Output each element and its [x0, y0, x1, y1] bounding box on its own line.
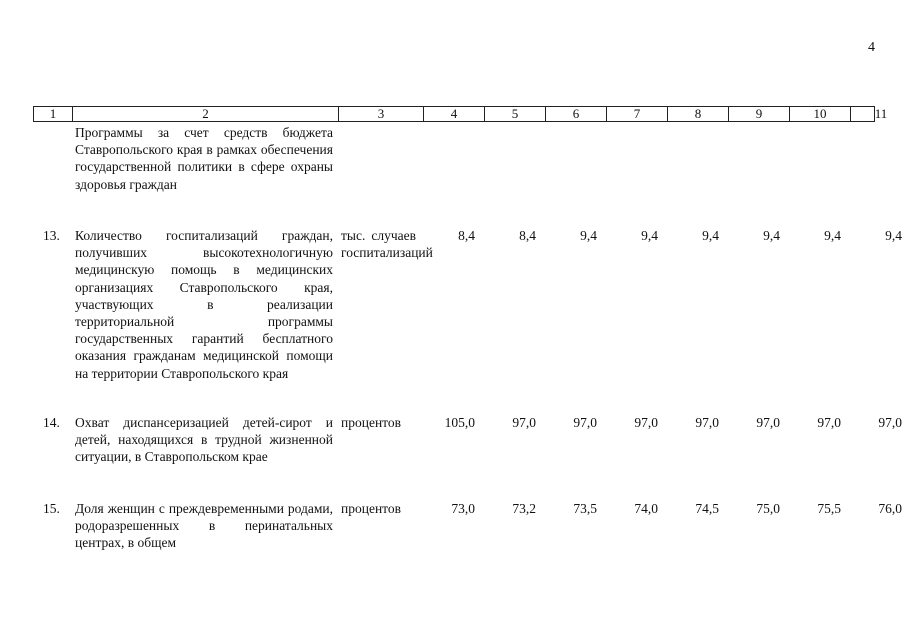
row-value: 76,0 [878, 501, 902, 516]
row-value: 97,0 [878, 415, 902, 430]
row-value: 8,4 [519, 228, 536, 243]
row-value: 73,0 [451, 501, 475, 516]
row-value: 74,5 [695, 501, 719, 516]
header-cell-col-2: 2 [72, 107, 338, 121]
row-unit: тыс. случаев госпитализаций [341, 228, 433, 261]
header-cell-col-7: 7 [606, 107, 667, 121]
table-header-row [33, 106, 888, 122]
header-cell-col-11: 11 [850, 107, 911, 121]
row-value: 9,4 [763, 228, 780, 243]
header-cell-col-9: 9 [728, 107, 789, 121]
header-cell-col-4: 4 [423, 107, 484, 121]
continuation-text: Программы за счет средств бюджета Ставропольского края в рамках обеспечения государственной политики в сфере охраны здоровья граждан [75, 125, 333, 192]
page-number: 4 [868, 40, 875, 55]
row-value: 9,4 [641, 228, 658, 243]
row-value: 73,2 [512, 501, 536, 516]
row-value: 75,5 [817, 501, 841, 516]
table-row [33, 414, 902, 466]
row-value: 9,4 [885, 228, 902, 243]
row-description: Количество госпитализаций граждан, получивших высокотехнологичную медицинскую помощь в медицинских организациях Ставропольского края, участвующих в реализации территориальной программы государственных гарантий бесплатного оказания гражданам медицинской помощи на территории Ставропольского края [75, 228, 333, 381]
header-cell-col-1: 1 [49, 106, 57, 121]
row-value: 9,4 [580, 228, 597, 243]
row-value: 9,4 [702, 228, 719, 243]
row-number: 14. [43, 415, 60, 430]
row-unit: процентов [341, 415, 402, 430]
row-description: Доля женщин с преждевременными родами, родоразрешенных в перинатальных центрах, в общем [75, 501, 333, 551]
row-value: 73,5 [573, 501, 597, 516]
row-value: 97,0 [756, 415, 780, 430]
row-value: 75,0 [756, 501, 780, 516]
row-number: 13. [43, 228, 60, 243]
row-description: Охват диспансеризацией детей-сирот и детей, находящихся в трудной жизненной ситуации, в Ставропольском крае [75, 415, 333, 465]
row-number: 15. [43, 501, 60, 516]
row-unit: процентов [341, 501, 402, 516]
header-cell-col-6: 6 [545, 107, 606, 121]
row-value: 97,0 [512, 415, 536, 430]
table-row [33, 500, 902, 552]
row-value: 9,4 [824, 228, 841, 243]
header-cell-col-10: 10 [789, 107, 850, 121]
header-cell-col-5: 5 [484, 107, 545, 121]
row-value: 97,0 [634, 415, 658, 430]
row-value: 8,4 [458, 228, 475, 243]
row-value: 97,0 [817, 415, 841, 430]
row-value: 97,0 [695, 415, 719, 430]
header-cell-col-3: 3 [338, 107, 423, 121]
row-value: 105,0 [444, 415, 475, 430]
table-row [33, 227, 902, 382]
header-cell-col-8: 8 [667, 107, 728, 121]
table-row-continuation [33, 124, 875, 193]
row-value: 74,0 [634, 501, 658, 516]
row-value: 97,0 [573, 415, 597, 430]
